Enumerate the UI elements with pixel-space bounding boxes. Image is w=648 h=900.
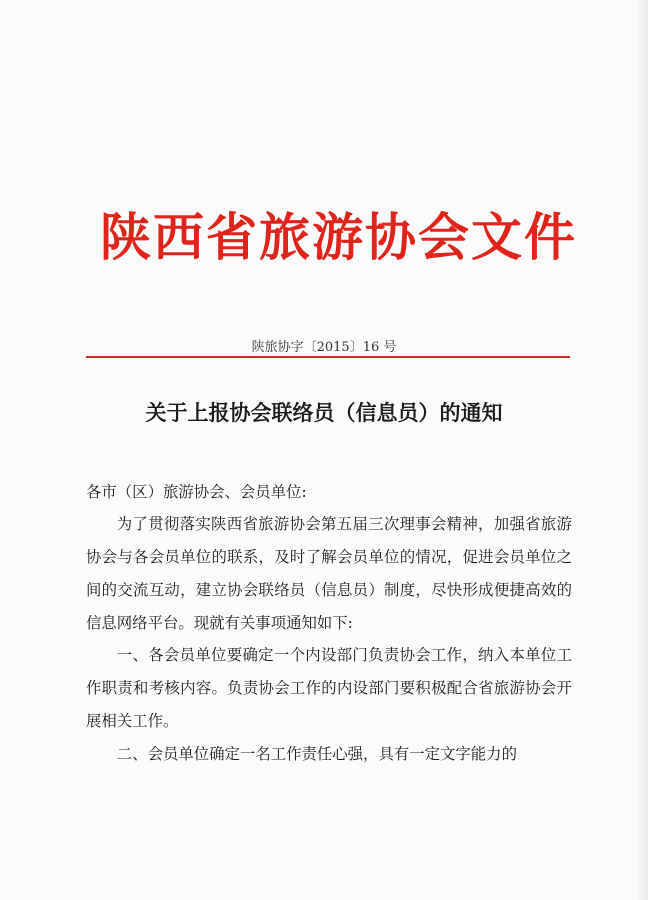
document-number: 陕旅协字〔2015〕16 号 bbox=[251, 340, 397, 355]
salutation: 各市（区）旅游协会、会员单位: bbox=[86, 483, 307, 501]
paragraph-item-1: 一、各会员单位要确定一个内设部门负责协会工作，纳入本单位工作职责和考核内容。负责协会工作的内设部门要积极配合省旅游协会开展相关工作。 bbox=[86, 646, 572, 730]
scan-edge-shadow bbox=[636, 0, 648, 900]
paragraph-item-2: 二、会员单位确定一名工作责任心强，具有一定文字能力的 bbox=[116, 745, 517, 763]
notice-title: 关于上报协会联络员（信息员）的通知 bbox=[145, 400, 503, 425]
document-header-title: 陕西省旅游协会文件 bbox=[100, 208, 578, 268]
paragraph-intro: 为了贯彻落实陕西省旅游协会第五届三次理事会精神，加强省旅游协会与各会员单位的联系，及时了解会员单位的情况，促进会员单位之间的交流互动，建立协会联络员（信息员）制度，尽快形成便捷高效的信息网络平台。现就有关事项通知如下: bbox=[86, 515, 572, 632]
red-divider-line bbox=[86, 356, 570, 358]
